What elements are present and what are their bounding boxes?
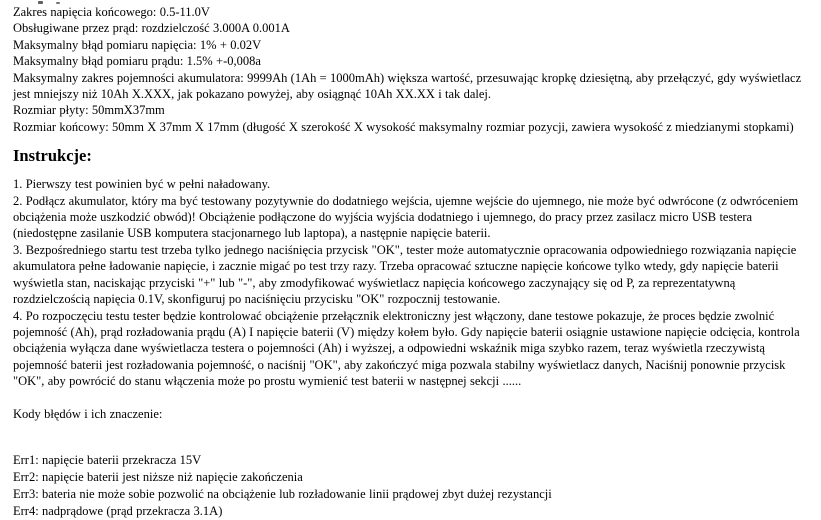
error-code-line: Err4: nadprądowe (prąd przekracza 3.1A) — [13, 503, 223, 518]
instruction-item: 1. Pierwszy test powinien być w pełni naładowany. — [13, 177, 271, 192]
error-code-line: Err2: napięcie baterii jest niższe niż napięcie zakończenia — [13, 469, 303, 484]
spec-line: Maksymalny błąd pomiaru prądu: 1.5% +-0,008a — [13, 54, 261, 69]
spec-line: Maksymalny zakres pojemności akumulatora: 9999Ah (1Ah = 1000mAh) większa wartość, przesuwając kropkę dziesiętną, aby przełączyć, gdy wyświetlacz jest mniejszy niż 10Ah X.XXX, jak pokazano powyżej, aby osiągnąć 10Ah XX.XX i tak dalej. — [13, 70, 802, 102]
spec-line: Rozmiar końcowy: 50mm X 37mm X 17mm (długość X szerokość X wysokość maksymalny rozmiar pozycji, zawiera wysokość z miedzianymi stopkami) — [13, 119, 794, 134]
instruction-item: 4. Po rozpoczęciu testu tester będzie kontrolować obciążenie przełącznik elektroniczny jest włączony, dane testowe pokazuje, że proces będzie zwolnić pojemność (Ah), prąd rozładowania prądu (A) I napięcie baterii (V) między kołem było. Gdy napięcie baterii osiągnie ustawione napięcie odcięcia, kontrola obciążenia wyłącza dane wyświetlacza testera o pojemności (Ah) i wyższej, a odpowiedni wskaźnik miga szybko razem, teraz wyświetla rzeczywistą pojemność baterii jest rozładowania pojemność, o naciśnij "OK", aby zakończyć miga pozwala stabilny wyświetlacz danych, Naciśnij ponownie przycisk "OK", aby powrócić do stanu włączenia może po prostu wymienić test baterii w następnej sekcji ...... — [13, 308, 800, 389]
error-code-line: Err3: bateria nie może sobie pozwolić na obciążenie lub rozładowanie linii prądowej zbyt dużej rezystancji — [13, 486, 552, 501]
error-code-line: Err1: napięcie baterii przekracza 15V — [13, 452, 202, 467]
instruction-item: 3. Bezpośredniego startu test trzeba tylko jednego naciśnięcia przycisk "OK", tester może automatycznie opracowania odpowiedniego rozwiązania napięcie akumulatora pełne ładowanie napięcie, i zacznie migać po test trzy razy. Trzeba opracować sztuczne napięcie końcowe tylko wtedy, gdy napięcie baterii wyświetla stan, naciskając przyciski "+" lub "-", aby zmodyfikować wyświetlacz napięcia końcowego zaczynający się od P, za reprezentatywną rozdzielczością napięcia 0.1V, skonfiguruj po naciśnięciu przycisku "OK" rozpocznij testowanie. — [13, 242, 797, 307]
error-codes-section — [13, 452, 813, 520]
spec-line: Obsługiwane przez prąd: rozdzielczość 3.000A 0.001A — [13, 21, 290, 36]
spec-line: Maksymalny błąd pomiaru napięcia: 1% + 0.02V — [13, 37, 262, 52]
instructions-heading: Instrukcje: — [13, 146, 92, 166]
specs-section — [13, 4, 813, 135]
error-codes-heading: Kody błędów i ich znaczenie: — [13, 406, 163, 421]
instructions-section — [13, 176, 813, 389]
instruction-item: 2. Podłącz akumulator, który ma być testowany pozytywnie do dodatniego wejścia, ujemne wejście do ujemnego, nie może być odwrócone (z odwróceniem obciążenia może uszkodzić obwód)! Obciążenie podłączone do wyjścia wyjścia dodatniego i ujemnego, do pracy przez zasilacz micro USB testera (niedostępne zasilanie USB komputera stacjonarnego lub laptopa), a następnie napięcie baterii. — [13, 193, 799, 241]
spec-line: Zakres napięcia końcowego: 0.5-11.0V — [13, 5, 210, 19]
spec-line: Rozmiar płyty: 50mmX37mm — [13, 103, 165, 118]
